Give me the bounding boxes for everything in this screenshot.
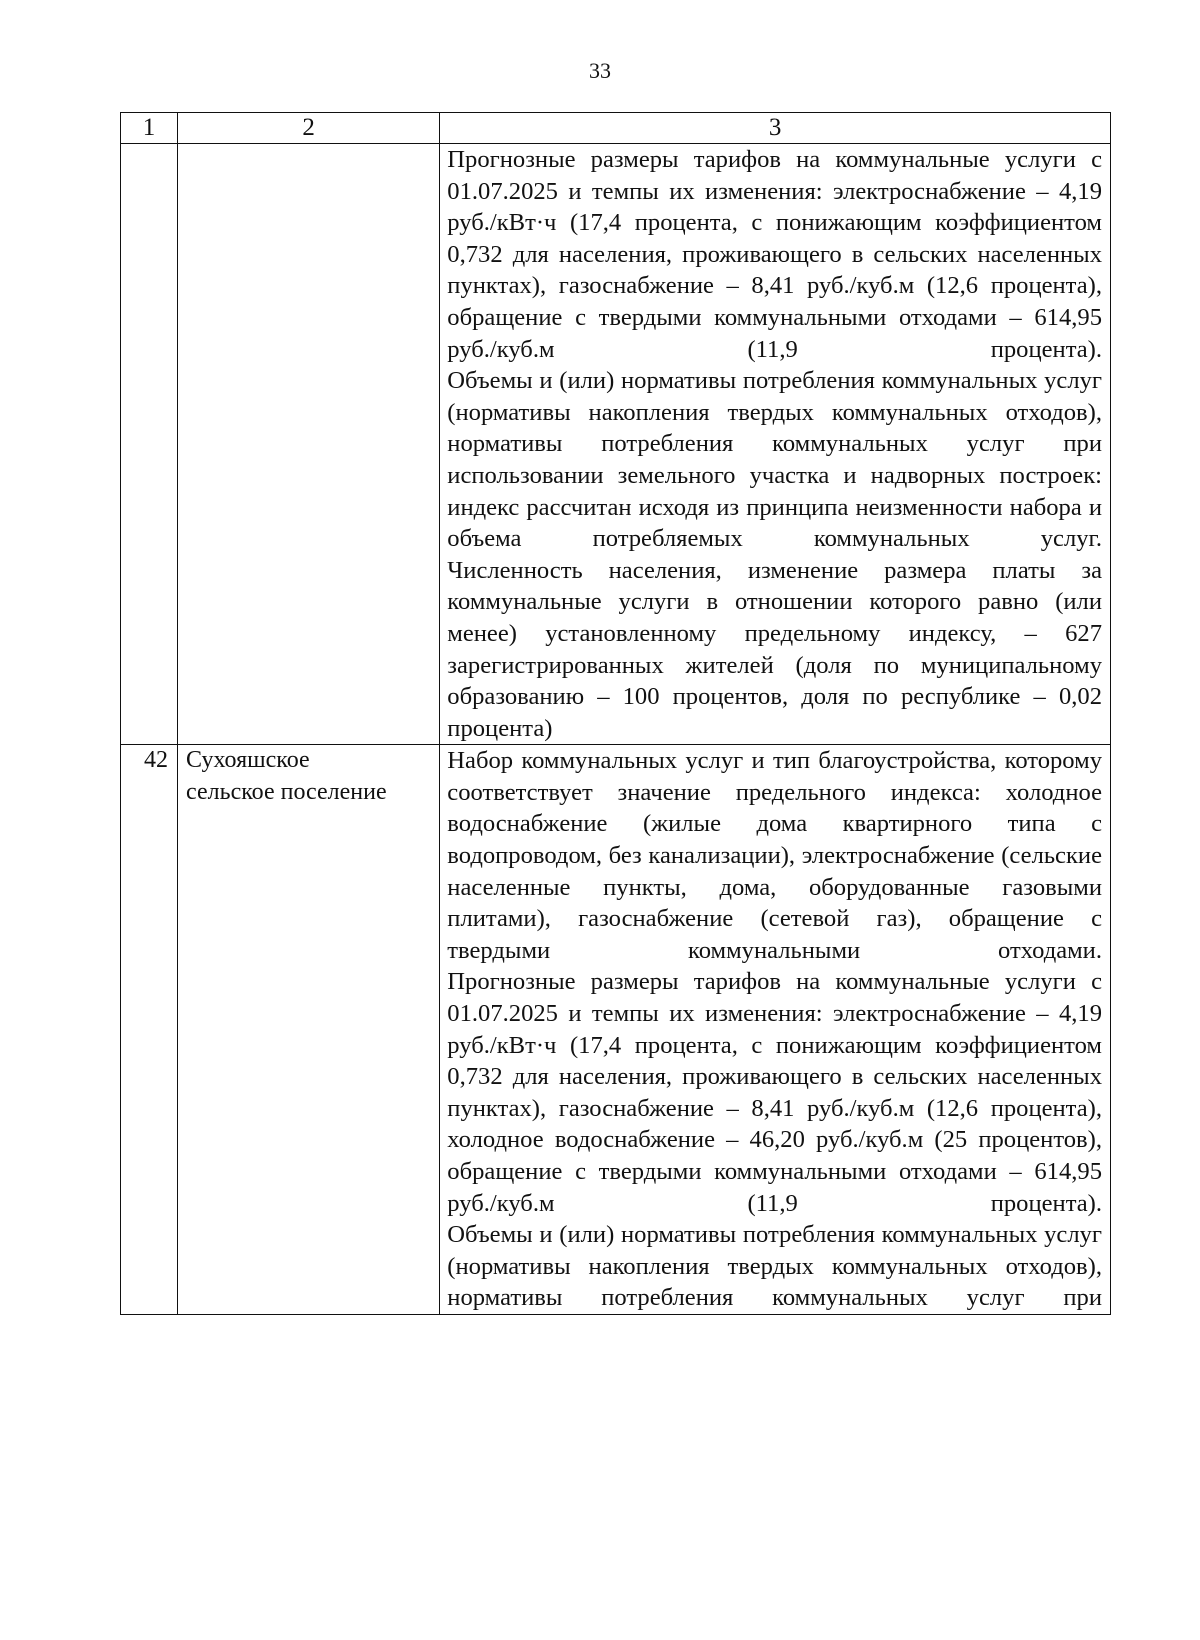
page-number: 33: [589, 58, 611, 83]
settlement-name-line-2: сельское поселение: [186, 778, 387, 805]
row-text-cell: [440, 144, 1111, 745]
header-cell-3: 3: [440, 113, 1111, 144]
row-number-cell: [121, 144, 178, 745]
table-header-row: [121, 113, 1111, 144]
paragraph-population: Численность населения, изменение размера платы за коммунальные услуги в отношении которого равно (или менее) установленному предельному индексу, – 627 зарегистрированных жителей (доля по муниципальному образованию – 100 процентов, доля по республике – 0,02 процента): [447, 556, 1102, 742]
row-name-cell: [178, 144, 440, 745]
paragraph-tariffs: Прогнозные размеры тарифов на коммунальные услуги с 01.07.2025 и темпы их изменения: электроснабжение – 4,19 руб./кВт·ч (17,4 процента, с понижающим коэффициентом 0,732 для населения, проживающего в сельских населенных пунктах), газоснабжение – 8,41 руб./куб.м (12,6 процента), холодное водоснабжение – 46,20 руб./куб.м (25 процентов), обращение с твердыми коммунальными отходами – 614,95 руб./куб.м (11,9 процента).: [447, 968, 1102, 1217]
row-name-cell: [178, 745, 440, 1315]
paragraph-volumes: Объемы и (или) нормативы потребления коммунальных услуг (нормативы накопления твердых коммунальных отходов), нормативы потребления коммунальных услуг при использовании земельного участка и надворных построек: индекс рассчитан исходя из принципа неизменности набора и объема потребляемых коммунальных услуг.: [447, 367, 1102, 553]
header-cell-1: 1: [121, 113, 178, 144]
row-text-cell: [440, 745, 1111, 1315]
table-row: [121, 144, 1111, 745]
paragraph-volumes: Объемы и (или) нормативы потребления коммунальных услуг (нормативы накопления твердых коммунальных отходов), нормативы потребления коммунальных услуг при: [447, 1221, 1102, 1312]
paragraph-tariffs: Прогнозные размеры тарифов на коммунальные услуги с 01.07.2025 и темпы их изменения: электроснабжение – 4,19 руб./кВт·ч (17,4 процента, с понижающим коэффициентом 0,732 для населения, проживающего в сельских населенных пунктах), газоснабжение – 8,41 руб./куб.м (12,6 процента), обращение с твердыми коммунальными отходами – 614,95 руб./куб.м (11,9 процента).: [447, 146, 1102, 363]
tariff-table: [120, 112, 1111, 1315]
header-cell-2: 2: [178, 113, 440, 144]
paragraph-service-set: Набор коммунальных услуг и тип благоустройства, которому соответствует значение предельного индекса: холодное водоснабжение (жилые дома квартирного типа с водопроводом, без канализации), электроснабжение (сельские населенные пункты, дома, оборудованные газовыми плитами), газоснабжение (сетевой газ), обращение с твердыми коммунальными отходами.: [447, 747, 1102, 964]
settlement-name-line-1: Сухояшское: [186, 747, 310, 774]
row-number-cell: 42: [121, 745, 178, 1315]
table-row: [121, 745, 1111, 1315]
